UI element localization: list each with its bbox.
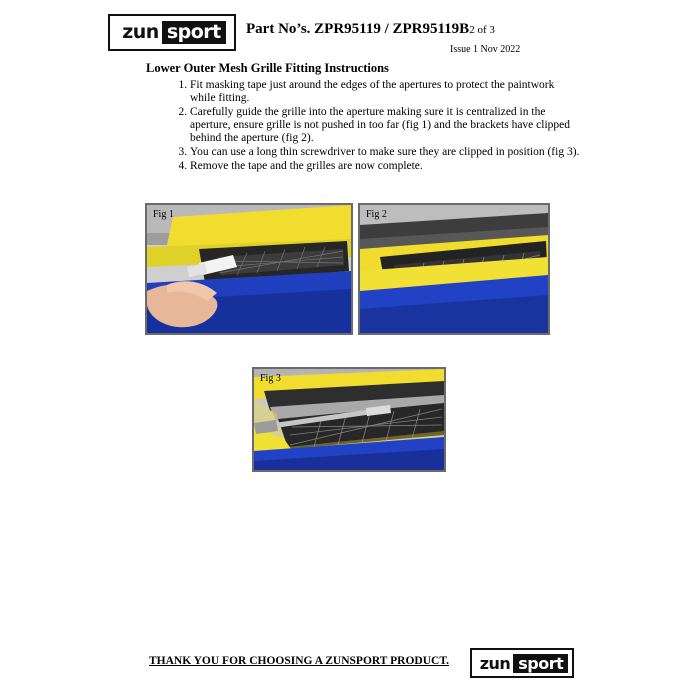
- footer-thanks: THANK YOU FOR CHOOSING A ZUNSPORT PRODUCT.: [149, 655, 450, 667]
- figure-3-label: Fig 3: [260, 373, 281, 384]
- logo-text-sport: sport: [162, 21, 226, 44]
- figure-1: [145, 203, 353, 335]
- figure-3-image: [254, 369, 444, 470]
- list-item: 2. Carefully guide the grille into the aperture making sure it is centralized in the aperture, ensure grille is not pushed in too far (fig 1) and the brackets have clipped behind the aperture (fig 2).: [190, 106, 580, 146]
- list-item: 4. Remove the tape and the grilles are now complete.: [190, 160, 580, 173]
- logo-text-zun: zun: [118, 21, 162, 44]
- part-numbers-text: Part No’s. ZPR95119 / ZPR95119B: [246, 21, 470, 37]
- document-header: [108, 14, 578, 58]
- page-indicator: 2 of 3: [469, 24, 495, 36]
- figure-3: [252, 367, 446, 472]
- list-item: 3. You can use a long thin screwdriver to make sure they are clipped in position (fig 3).: [190, 146, 580, 159]
- footer-logo-text-sport: sport: [513, 654, 568, 673]
- zunsport-logo: [108, 14, 236, 51]
- footer-logo-inner: [476, 654, 569, 673]
- list-item: 1. Fit masking tape just around the edges of the apertures to protect the paintwork while fitting.: [190, 79, 580, 105]
- instruction-steps: [168, 79, 580, 173]
- footer-zunsport-logo: [470, 648, 574, 678]
- figure-2-label: Fig 2: [366, 209, 387, 220]
- figure-2: [358, 203, 550, 335]
- logo-inner: [118, 21, 226, 44]
- footer-logo-text-zun: zun: [476, 654, 514, 673]
- part-numbers: [246, 21, 495, 38]
- issue-date: Issue 1 Nov 2022: [450, 44, 521, 55]
- figure-1-image: [147, 205, 351, 333]
- figure-1-label: Fig 1: [153, 209, 174, 220]
- section-title: Lower Outer Mesh Grille Fitting Instructions: [146, 61, 389, 75]
- figure-2-image: [360, 205, 548, 333]
